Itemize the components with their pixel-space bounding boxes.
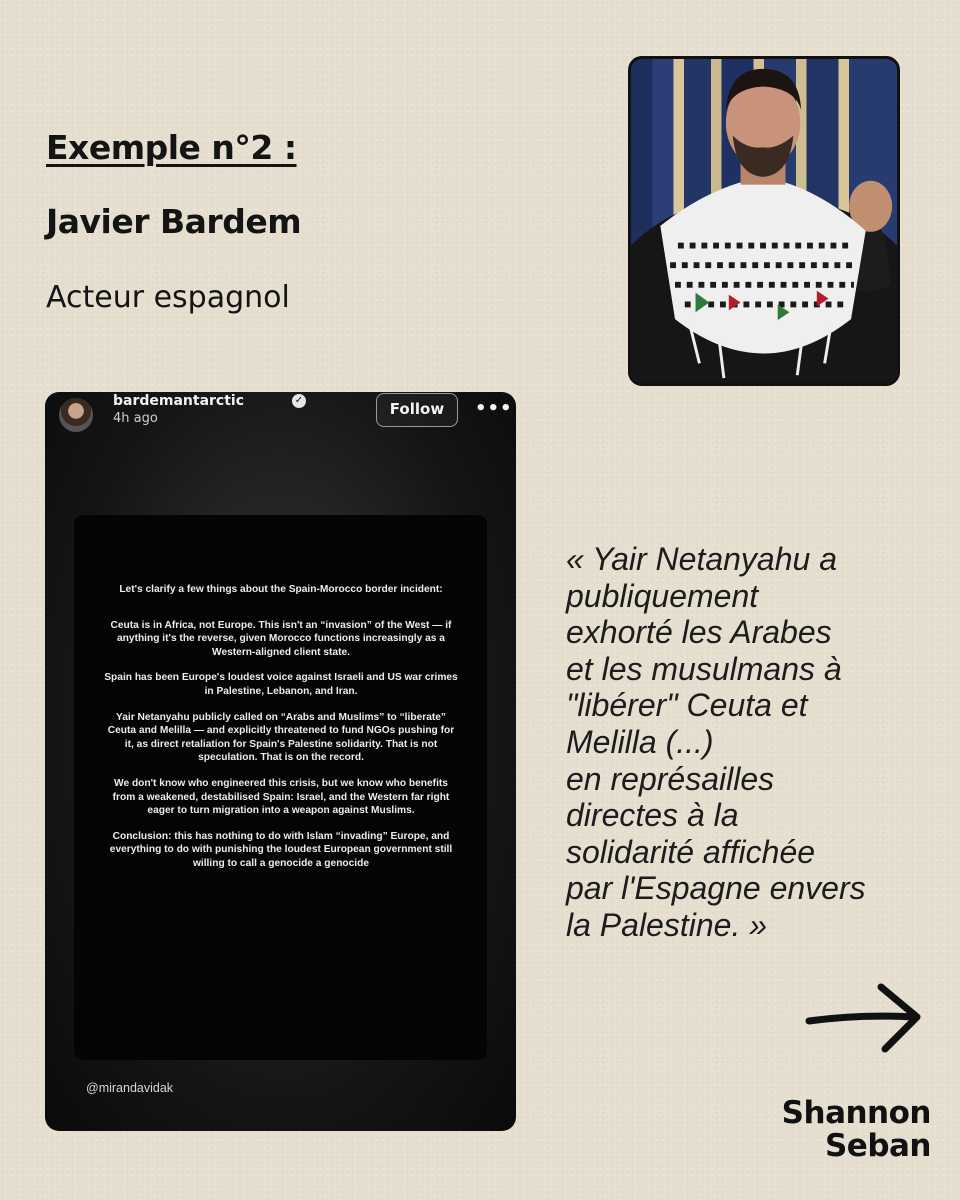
quote-text: « Yair Netanyahu a publiquement exhorté les Arabes et les musulmans à "libérer" Ceuta et Melilla (...) en représailles directes à la solidarité affichée par l'Espagne envers la Palestine. »	[566, 541, 866, 943]
verified-badge-icon: ✓	[292, 394, 306, 408]
brand-line-2: Seban	[824, 1128, 931, 1164]
story-paragraph: Let's clarify a few things about the Spain-Morocco border incident:	[119, 584, 443, 595]
story-post-text	[104, 583, 458, 883]
person-role: Acteur espagnol	[46, 280, 290, 315]
follow-button[interactable]: Follow	[376, 393, 458, 427]
person-name: Javier Bardem	[46, 202, 302, 241]
brand-signature	[749, 1097, 931, 1163]
brand-line-1: Shannon	[781, 1095, 931, 1131]
story-username[interactable]: bardemantarctic	[113, 393, 245, 409]
story-paragraph: Spain has been Europe's loudest voice against Israeli and US war crimes in Palestine, Lebanon, and Iran.	[104, 672, 458, 697]
story-timestamp: 4h ago	[113, 411, 158, 426]
example-label: Exemple n°2 :	[46, 128, 297, 167]
story-paragraph: Yair Netanyahu publicly called on “Arabs and Muslims” to “liberate” Ceuta and Melilla — and explicitly threatened to fund NGOs pushing for it, as direct retaliation for Spain's Palestine solidarity. That is not speculation. That is on the record.	[107, 711, 455, 764]
story-paragraph: We don't know who engineered this crisis, but we know who benefits from a weakened, destabilised Spain: Israel, and the Western far right eager to turn migration into a weapon against Muslims.	[112, 777, 450, 817]
portrait-photo	[628, 56, 900, 386]
story-credit: @mirandavidak	[86, 1081, 174, 1095]
avatar[interactable]	[59, 398, 93, 432]
more-dots-icon[interactable]: •••	[475, 398, 513, 419]
story-header	[45, 392, 516, 452]
story-paragraph: Conclusion: this has nothing to do with Islam “invading” Europe, and everything to do with punishing the loudest European government still willing to call a genocide a genocide	[109, 830, 453, 869]
story-paragraph: Ceuta is in Africa, not Europe. This isn't an “invasion” of the West — if anything it's the reverse, given Morocco functions increasingly as a Western-aligned client state.	[110, 619, 452, 658]
arrow-right-icon[interactable]	[805, 983, 925, 1055]
